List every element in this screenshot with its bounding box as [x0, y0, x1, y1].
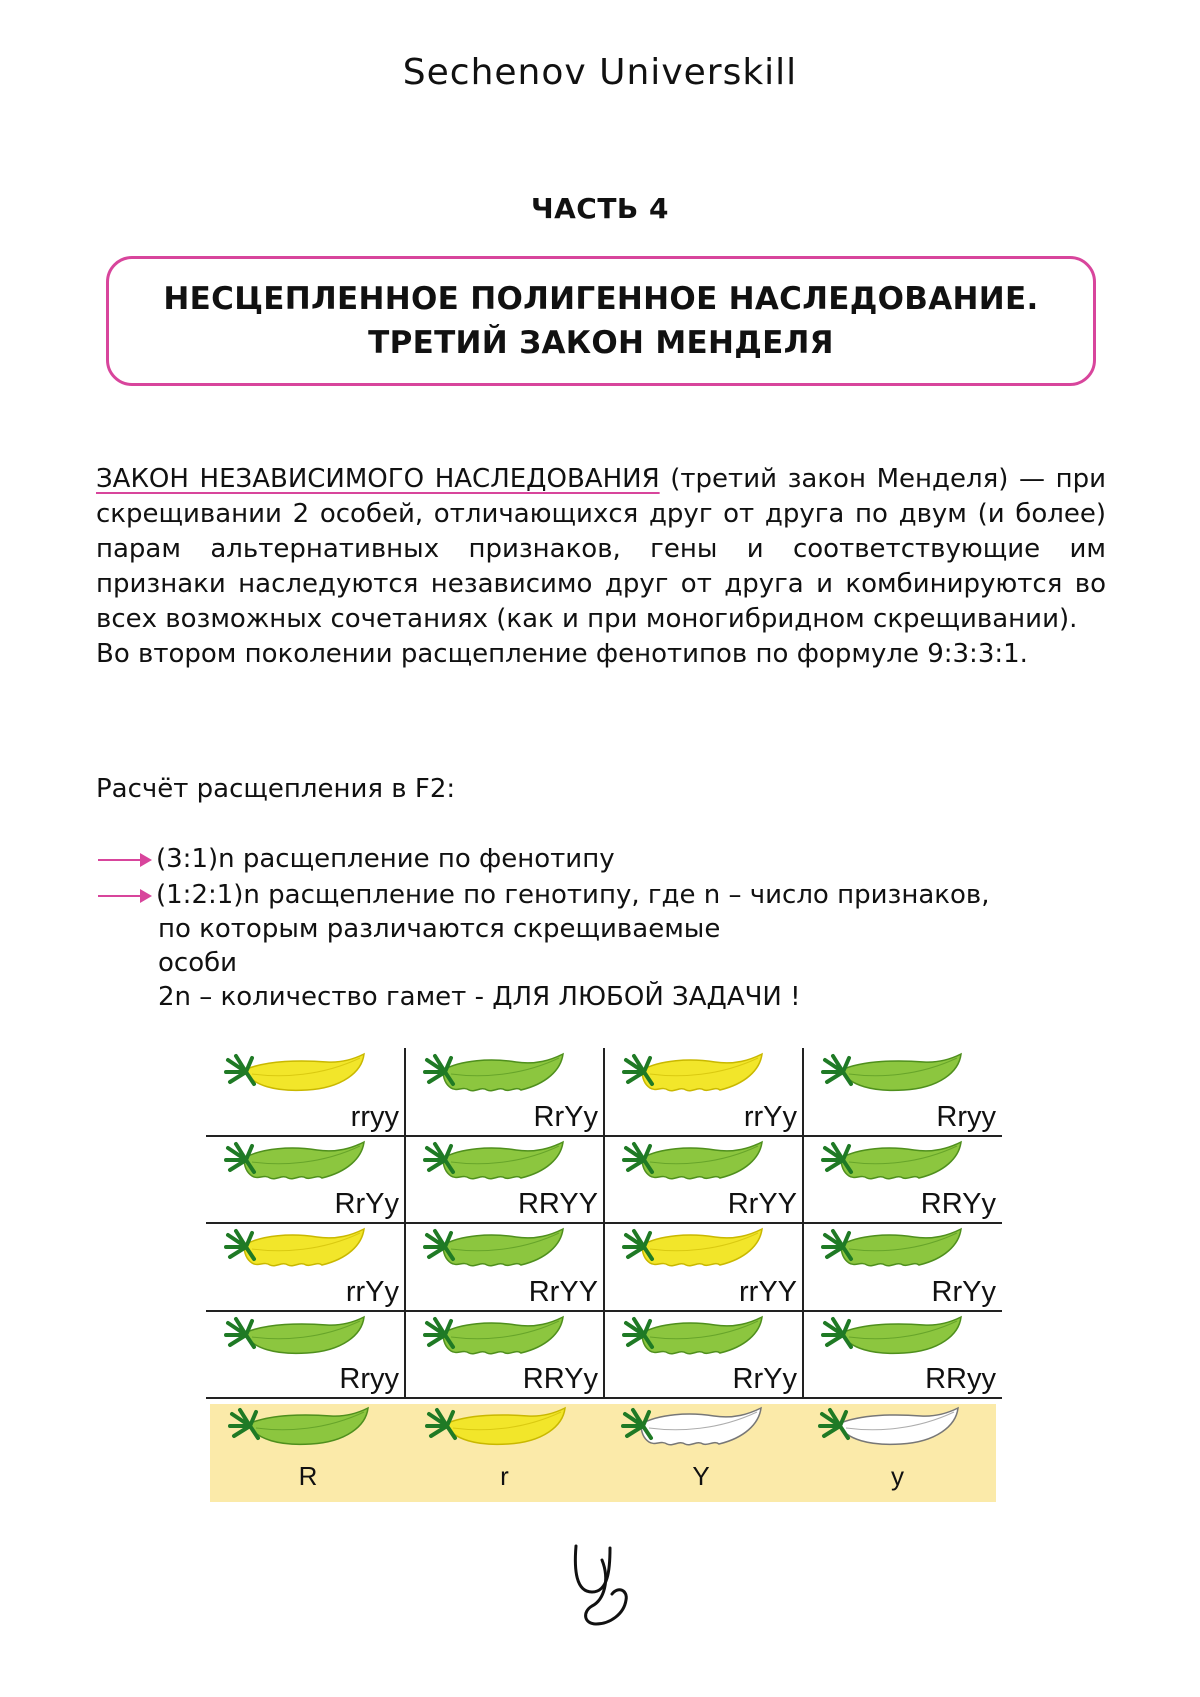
genotype-label: rrYy: [743, 1100, 797, 1133]
genotype-label: rryy: [350, 1100, 399, 1133]
gamete-label: y: [891, 1461, 904, 1491]
phenotype-formula: (3:1)n расщепление по фенотипу: [156, 844, 615, 874]
law-text: (третий закон Менделя) — при скрещивании 2 особей, отличающихся друг от друга по двум (и более) парам альтернативных признаков, гены и соответствующие им признаки наследуются независимо друг от друга и комбинируются во всех возможных сочетаниях (как и при моногибридном скрещивании).: [96, 464, 1107, 634]
punnett-cell: [604, 1223, 803, 1311]
punnett-cell: [604, 1311, 803, 1399]
genotype-label: RrYY: [528, 1275, 598, 1308]
list-item: [96, 878, 989, 913]
grid-horizontal-line: [206, 1135, 1002, 1137]
gamete-item: [210, 1404, 406, 1502]
pea-pod-icon: [421, 1052, 571, 1102]
punnett-cell: [803, 1223, 1002, 1311]
pea-pod-icon: [222, 1227, 372, 1277]
gametes-row: [210, 1404, 996, 1502]
genotype-formula-cont-2: особи: [158, 948, 238, 978]
punnett-cell: [206, 1311, 405, 1399]
section-title-line-1: НЕСЦЕПЛЕННОЕ ПОЛИГЕННОЕ НАСЛЕДОВАНИЕ.: [163, 281, 1039, 317]
punnett-cell: [206, 1048, 405, 1136]
genotype-label: rrYy: [345, 1275, 399, 1308]
pea-pod-icon: [819, 1227, 969, 1277]
grid-horizontal-line: [206, 1397, 1002, 1399]
genotype-label: RRYy: [920, 1188, 996, 1220]
punnett-cell: [604, 1048, 803, 1136]
pea-pod-icon: [222, 1315, 372, 1365]
gamete-item: [603, 1404, 799, 1502]
punnett-cell: [405, 1311, 604, 1399]
genotype-label: Rryy: [339, 1363, 399, 1395]
pea-pod-icon: [226, 1406, 376, 1456]
list-item: [96, 842, 615, 877]
pea-pod-icon: [222, 1052, 372, 1102]
punnett-cell: [206, 1136, 405, 1224]
genotype-formula-cont-1: по которым различаются скрещиваемые: [158, 914, 721, 944]
pea-pod-icon: [819, 1052, 969, 1102]
pea-pod-icon: [816, 1406, 966, 1456]
punnett-cell: [803, 1048, 1002, 1136]
punnett-cell: [405, 1048, 604, 1136]
genotype-label: RRYY: [517, 1188, 598, 1220]
grid-horizontal-line: [206, 1310, 1002, 1312]
universkill-logo-icon: [566, 1540, 636, 1632]
genotype-label: rrYY: [739, 1275, 797, 1308]
pea-pod-icon: [620, 1052, 770, 1102]
pea-pod-icon: [619, 1406, 769, 1456]
pea-pod-icon: [620, 1140, 770, 1190]
genotype-label: RRyy: [925, 1363, 996, 1395]
pea-pod-icon: [819, 1140, 969, 1190]
gamete-count-formula: 2n – количество гамет - ДЛЯ ЛЮБОЙ ЗАДАЧИ !: [158, 982, 801, 1012]
gamete-label: R: [298, 1461, 318, 1491]
calc-title: Расчёт расщепления в F2:: [96, 774, 456, 804]
law-description: [96, 462, 1106, 672]
gamete-item: [800, 1404, 996, 1502]
genotype-formula: (1:2:1)n расщепление по генотипу, где n – число признаков,: [156, 880, 990, 910]
genotype-label: RrYy: [533, 1100, 598, 1133]
punnett-cell: [803, 1311, 1002, 1399]
genotype-label: RrYy: [931, 1275, 996, 1308]
genotype-label: RrYy: [334, 1188, 399, 1220]
punnett-cell: [604, 1136, 803, 1224]
genotype-label: RRYy: [522, 1363, 598, 1395]
pea-pod-icon: [421, 1227, 571, 1277]
pea-pod-icon: [620, 1227, 770, 1277]
section-title-line-2: ТРЕТИЙ ЗАКОН МЕНДЕЛЯ: [368, 325, 834, 361]
genotype-label: RrYy: [732, 1363, 797, 1395]
gamete-label: Y: [692, 1461, 710, 1491]
second-generation-text: Во втором поколении расщепление фенотипов по формуле 9:3:3:1.: [96, 639, 1028, 669]
pea-pod-icon: [423, 1406, 573, 1456]
brand-title: Sechenov Universkill: [402, 52, 798, 93]
genotype-label: RrYY: [727, 1188, 797, 1220]
genotype-label: Rryy: [936, 1100, 996, 1133]
pea-pod-icon: [421, 1140, 571, 1190]
arrow-icon: [96, 842, 156, 877]
arrow-icon: [96, 878, 156, 913]
grid-horizontal-line: [206, 1222, 1002, 1224]
pea-pod-icon: [421, 1315, 571, 1365]
pea-pod-icon: [222, 1140, 372, 1190]
punnett-cell: [803, 1136, 1002, 1224]
gamete-label: r: [500, 1461, 509, 1491]
part-heading: ЧАСТЬ 4: [530, 192, 670, 225]
section-title-box: [106, 256, 1096, 386]
pea-pod-icon: [819, 1315, 969, 1365]
punnett-cell: [405, 1223, 604, 1311]
gamete-item: [407, 1404, 603, 1502]
punnett-square: [206, 1048, 1002, 1398]
pea-pod-icon: [620, 1315, 770, 1365]
punnett-cell: [206, 1223, 405, 1311]
law-title: ЗАКОН НЕЗАВИСИМОГО НАСЛЕДОВАНИЯ: [96, 464, 660, 494]
punnett-cell: [405, 1136, 604, 1224]
